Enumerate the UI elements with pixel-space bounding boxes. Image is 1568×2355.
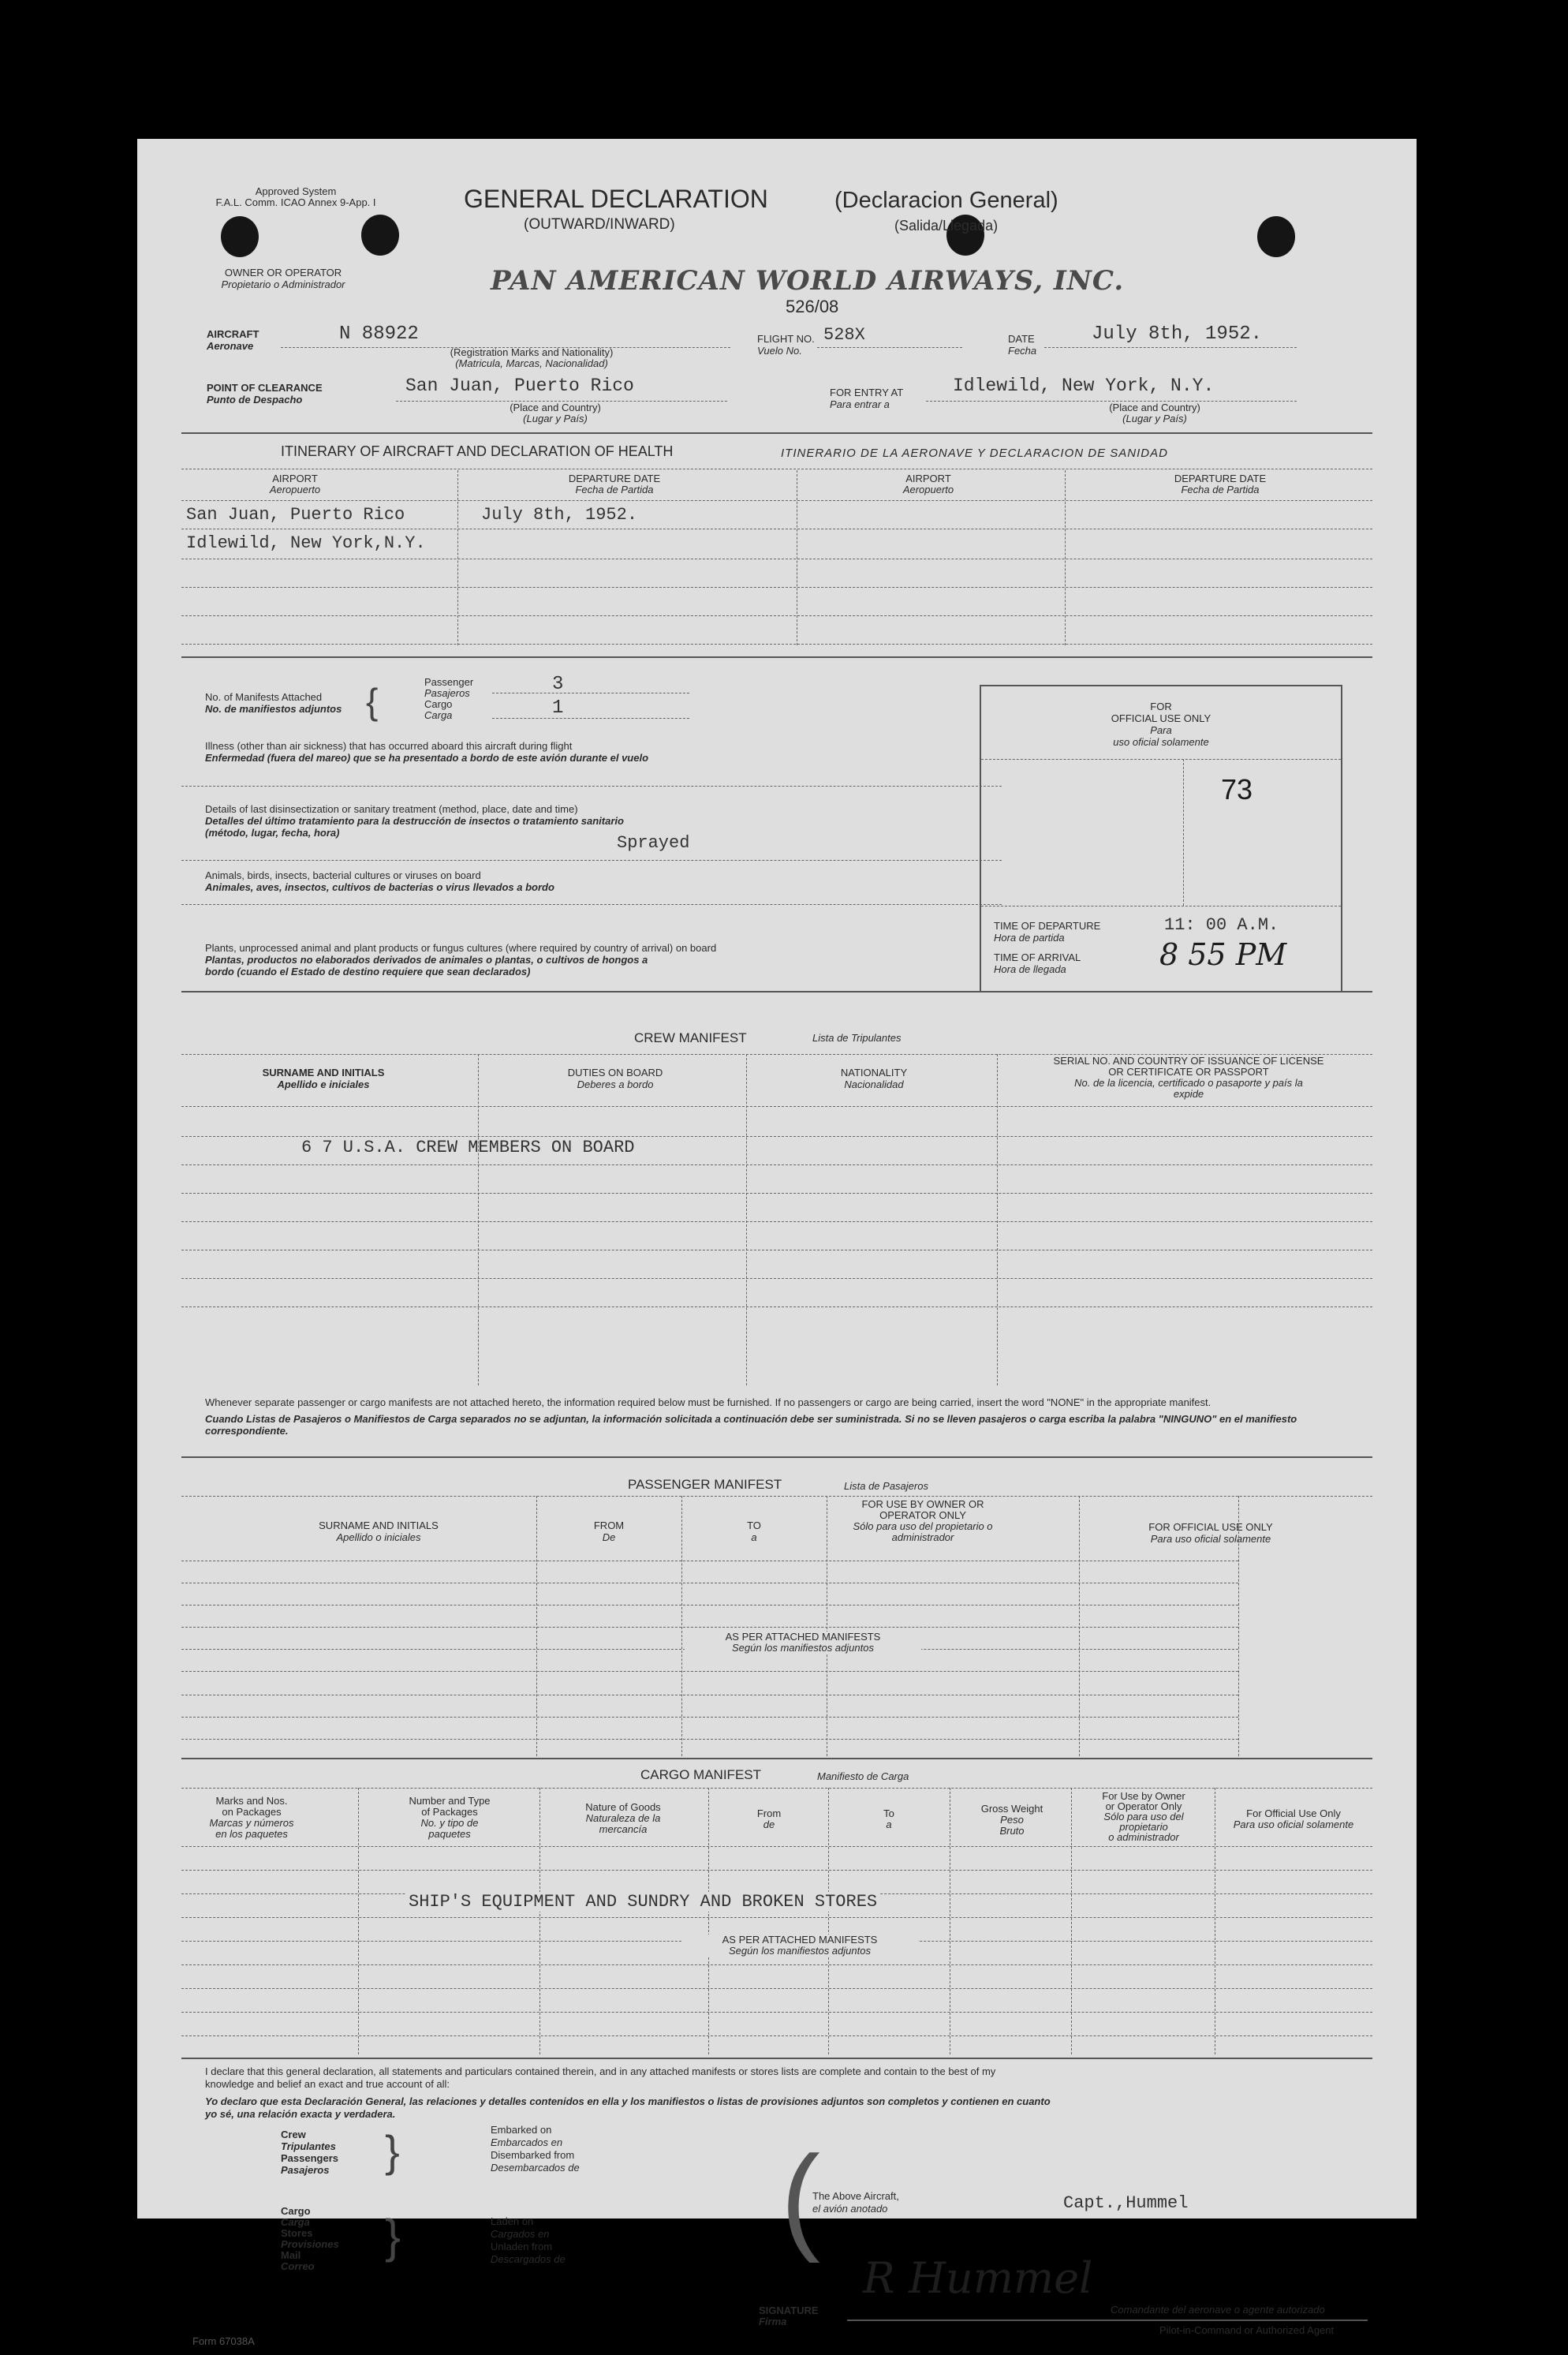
signature-label-en: SIGNATURE bbox=[759, 2305, 819, 2316]
decl-mail-es: Correo bbox=[281, 2260, 315, 2272]
clearance-label bbox=[207, 382, 323, 406]
clearance-place-note-en: (Place and Country) bbox=[510, 402, 601, 413]
cargo-col-weight-e2: Bruto bbox=[999, 1825, 1025, 1837]
crew-passenger-labels bbox=[281, 2129, 338, 2176]
cargo-col-nature-l1: Nature of Goods bbox=[585, 1801, 661, 1813]
passenger-col-owner-en: FOR USE BY OWNER OR OPERATOR ONLY bbox=[861, 1498, 984, 1521]
decl-laden: Laden on bbox=[491, 2215, 534, 2227]
cargo-col-divider bbox=[828, 1788, 829, 2054]
cargo-col-official-l1: For Official Use Only bbox=[1246, 1807, 1341, 1819]
flight-label-en: FLIGHT NO. bbox=[757, 333, 815, 345]
registration-note-es: (Matricula, Marcas, Nacionalidad) bbox=[455, 357, 608, 369]
passenger-top-rule bbox=[181, 1456, 1372, 1458]
crew-col-divider bbox=[746, 1054, 747, 1385]
itinerary-rule bbox=[181, 587, 1372, 588]
crew-entry: 6 7 U.S.A. CREW MEMBERS ON BOARD bbox=[301, 1138, 635, 1157]
clearance-value: San Juan, Puerto Rico bbox=[405, 376, 634, 396]
crew-col-serial-en: SERIAL NO. AND COUNTRY OF ISSUANCE OF LICENSE OR CERTIFICATE OR PASSPORT bbox=[1053, 1055, 1324, 1078]
plants-question bbox=[205, 942, 716, 978]
entry-place-note bbox=[1084, 402, 1226, 424]
itinerary-rule bbox=[181, 644, 1372, 645]
decl-brace-a: } bbox=[385, 2126, 400, 2176]
departure-time-label bbox=[994, 920, 1100, 944]
official-inner-rule bbox=[981, 759, 1341, 760]
passenger-col-official bbox=[1081, 1521, 1341, 1545]
manifest-types bbox=[424, 677, 473, 721]
flight-label bbox=[757, 333, 815, 357]
arrival-label-es: Hora de llegada bbox=[994, 963, 1066, 975]
official-use-box bbox=[980, 685, 1342, 992]
itinerary-col-departure-1 bbox=[461, 473, 768, 495]
declaration-text bbox=[205, 2065, 1051, 2121]
punch-hole-right bbox=[1257, 216, 1295, 257]
decl-disembarked: Disembarked from bbox=[491, 2149, 575, 2161]
plants-en: Plants, unprocessed animal and plant products or fungus cultures (where required by country of arrival) on board bbox=[205, 942, 717, 954]
itin-airport-1-en: AIRPORT bbox=[272, 473, 318, 484]
itinerary-heading-es: ITINERARIO DE LA AERONAVE Y DECLARACION DE SANIDAD bbox=[781, 447, 1168, 460]
plants-es-2: bordo (cuando el Estado de destino requiere que sean declarados) bbox=[205, 966, 531, 978]
clearance-label-es: Punto de Despacho bbox=[207, 394, 303, 406]
crew-col-nationality-en: NATIONALITY bbox=[840, 1067, 908, 1078]
passenger-rule bbox=[181, 1627, 1238, 1628]
crew-top-rule bbox=[181, 991, 1372, 992]
cargo-col-marks bbox=[181, 1796, 322, 1840]
decl-passengers-es: Pasajeros bbox=[281, 2164, 330, 2176]
passenger-col-official-es: Para uso oficial solamente bbox=[1150, 1533, 1271, 1545]
cargo-col-weight-e1: Peso bbox=[1000, 1814, 1024, 1826]
arrival-label-en: TIME OF ARRIVAL bbox=[994, 951, 1081, 963]
itinerary-row-1-airport: San Juan, Puerto Rico bbox=[186, 505, 405, 525]
date-label-es: Fecha bbox=[1008, 345, 1037, 357]
crew-rule bbox=[181, 1164, 1372, 1165]
decl-disembarked-es: Desembarcados de bbox=[491, 2162, 580, 2174]
laden-labels bbox=[491, 2215, 566, 2266]
decl-stores-es: Provisiones bbox=[281, 2238, 339, 2250]
passenger-label-es: Pasajeros bbox=[424, 687, 470, 699]
disinsect-rule bbox=[181, 860, 1002, 861]
decl-brace-b: } bbox=[385, 2210, 401, 2263]
disinsect-es: Detalles del último tratamiento para la destrucción de insectos o tratamiento sanitario bbox=[205, 815, 624, 827]
cargo-rule bbox=[181, 2035, 1372, 2036]
animals-es: Animales, aves, insectos, cultivos de bacterias o virus llevados a bordo bbox=[205, 881, 554, 893]
crew-col-serial-es: No. de la licencia, certificado o pasaporte y país la expide bbox=[1074, 1077, 1303, 1100]
crew-rule bbox=[181, 1193, 1372, 1194]
date-label-en: DATE bbox=[1008, 333, 1035, 345]
whenever-note bbox=[205, 1396, 1365, 1437]
official-label-es: uso oficial solamente bbox=[1113, 736, 1209, 748]
passenger-heading-es: Lista de Pasajeros bbox=[844, 1480, 928, 1492]
manifests-label-en: No. of Manifests Attached bbox=[205, 691, 323, 703]
signature: R Hummel bbox=[863, 2253, 1093, 2303]
decl-crew: Crew bbox=[281, 2129, 306, 2140]
crew-col-duties-es: Deberes a bordo bbox=[577, 1078, 654, 1090]
number-above-flight: 526/08 bbox=[786, 297, 839, 316]
cargo-note-es: Según los manifiestos adjuntos bbox=[729, 1945, 871, 1957]
passenger-header-top bbox=[181, 1496, 1372, 1497]
cargo-label-es: Carga bbox=[424, 709, 453, 721]
declaration-form bbox=[137, 139, 1417, 2347]
approved-line-2: F.A.L. Comm. ICAO Annex 9-App. I bbox=[215, 196, 376, 208]
registration-note bbox=[405, 347, 658, 369]
itinerary-top-rule bbox=[181, 432, 1372, 434]
entry-value: Idlewild, New York, N.Y. bbox=[953, 376, 1215, 396]
arrival-time-label bbox=[994, 951, 1081, 975]
disinsect-question bbox=[205, 803, 624, 839]
decl-unladen-es: Descargados de bbox=[491, 2253, 566, 2265]
itinerary-heading: ITINERARY OF AIRCRAFT AND DECLARATION OF HEALTH bbox=[281, 443, 674, 459]
cargo-rule bbox=[181, 1870, 1372, 1871]
itin-airport-1-es: Aeropuerto bbox=[269, 484, 321, 495]
cargo-col-packages bbox=[360, 1796, 539, 1840]
crew-col-nationality bbox=[749, 1067, 999, 1090]
cargo-rule bbox=[181, 1846, 1372, 1847]
aircraft-label bbox=[207, 328, 259, 352]
flight-line bbox=[817, 347, 962, 348]
clearance-label-en: POINT OF CLEARANCE bbox=[207, 382, 323, 394]
cargo-heading-es: Manifiesto de Carga bbox=[817, 1770, 909, 1782]
itinerary-col-divider bbox=[457, 470, 458, 645]
decl-cargo-es: Carga bbox=[281, 2216, 310, 2228]
punch-hole-left bbox=[221, 216, 259, 257]
cargo-col-divider bbox=[539, 1788, 540, 2054]
cargo-col-to-e1: a bbox=[886, 1819, 892, 1830]
itinerary-row-2-airport: Idlewild, New York,N.Y. bbox=[186, 533, 426, 553]
departure-label-es: Hora de partida bbox=[994, 932, 1065, 944]
cargo-col-owner-l1: For Use by Owner bbox=[1102, 1790, 1185, 1802]
clearance-place-note-es: (Lugar y País) bbox=[523, 413, 588, 424]
passenger-col-to-es: a bbox=[751, 1531, 757, 1543]
declaration-top-rule bbox=[181, 2058, 1372, 2059]
decl-embarked: Embarked on bbox=[491, 2124, 552, 2136]
decl-unladen: Unladen from bbox=[491, 2241, 553, 2252]
commander: Pilot-in-Command or Authorized Agent bbox=[1159, 2324, 1335, 2336]
cargo-rule bbox=[181, 2012, 1372, 2013]
itinerary-col-departure-2 bbox=[1066, 473, 1374, 495]
declaration-es-2: yo sé, una relación exacta y verdadera. bbox=[205, 2108, 396, 2120]
crew-rule bbox=[181, 1106, 1372, 1107]
cargo-col-owner bbox=[1073, 1791, 1215, 1842]
cargo-col-marks-e1: Marcas y números bbox=[209, 1817, 294, 1829]
itinerary-col-airport-1 bbox=[181, 473, 409, 495]
cargo-note-en: AS PER ATTACHED MANIFESTS bbox=[722, 1934, 878, 1946]
decl-laden-es: Cargados en bbox=[491, 2228, 550, 2240]
itin-departure-2-es: Fecha de Partida bbox=[1181, 484, 1260, 495]
illness-question bbox=[205, 740, 648, 764]
manifests-brace: { bbox=[366, 681, 379, 722]
date-line bbox=[1044, 347, 1297, 348]
crew-rule bbox=[181, 1306, 1372, 1307]
embark-labels bbox=[491, 2124, 580, 2174]
itin-airport-2-es: Aeropuerto bbox=[902, 484, 954, 495]
decl-cargo: Cargo bbox=[281, 2205, 311, 2217]
cargo-rule bbox=[181, 1917, 1372, 1918]
passenger-col-to-en: TO bbox=[747, 1520, 761, 1531]
cargo-col-nature-e1: Naturaleza de la bbox=[585, 1812, 661, 1824]
illness-rule bbox=[181, 786, 1002, 787]
crew-rule bbox=[181, 1136, 1372, 1137]
cargo-attached-note bbox=[681, 1934, 918, 1957]
crew-col-duties-en: DUTIES ON BOARD bbox=[567, 1067, 663, 1078]
entry-label bbox=[830, 387, 903, 410]
departure-time-value: 11: 00 A.M. bbox=[1164, 915, 1279, 935]
aircraft-label-en: AIRCRAFT bbox=[207, 328, 259, 340]
passenger-label: Passenger bbox=[424, 676, 474, 688]
cargo-col-owner-e1: Sólo para uso del propietario bbox=[1103, 1811, 1184, 1833]
punch-hole-mid bbox=[361, 215, 399, 256]
owner-label bbox=[208, 267, 358, 290]
crew-col-name-es: Apellido e iniciales bbox=[277, 1078, 370, 1090]
animals-en: Animals, birds, insects, bacterial cultures or viruses on board bbox=[205, 869, 481, 881]
flight-label-es: Vuelo No. bbox=[757, 345, 802, 357]
captain-name: Capt.,Hummel bbox=[1063, 2193, 1189, 2213]
disinsect-value: Sprayed bbox=[617, 833, 690, 853]
decl-passengers: Passengers bbox=[281, 2152, 338, 2164]
date-value: July 8th, 1952. bbox=[1092, 323, 1263, 345]
itinerary-row-1-date: July 8th, 1952. bbox=[481, 505, 638, 525]
cargo-label: Cargo bbox=[424, 698, 453, 710]
signature-label bbox=[759, 2305, 819, 2327]
passenger-count: 3 bbox=[552, 674, 564, 695]
form-number: Form 67038A bbox=[192, 2335, 255, 2347]
cargo-header-top bbox=[181, 1788, 1372, 1789]
passenger-rule bbox=[181, 1671, 1238, 1672]
crew-heading-es: Lista de Tripulantes bbox=[812, 1032, 902, 1044]
crew-col-name-en: SURNAME AND INITIALS bbox=[262, 1067, 385, 1078]
crew-col-nationality-es: Nacionalidad bbox=[844, 1078, 904, 1090]
itin-airport-2-en: AIRPORT bbox=[905, 473, 951, 484]
cargo-col-from bbox=[710, 1808, 828, 1830]
registration-note-en: (Registration Marks and Nationality) bbox=[450, 346, 614, 358]
cargo-col-marks-l1: Marks and Nos. bbox=[215, 1795, 288, 1807]
cargo-col-divider bbox=[1071, 1788, 1072, 2054]
owner-label-es: Propietario o Administrador bbox=[221, 278, 345, 290]
departure-label-en: TIME OF DEPARTURE bbox=[994, 920, 1101, 932]
passenger-col-owner bbox=[828, 1499, 1017, 1543]
cargo-col-official bbox=[1215, 1808, 1372, 1830]
crew-rule bbox=[181, 1278, 1372, 1279]
passenger-col-divider bbox=[1079, 1496, 1080, 1756]
arrival-time-value: 8 55 PM bbox=[1159, 937, 1287, 972]
cargo-col-divider bbox=[358, 1788, 359, 2054]
decl-crew-es: Tripulantes bbox=[281, 2140, 336, 2152]
cargo-col-weight bbox=[953, 1804, 1071, 1837]
clearance-place-note bbox=[484, 402, 626, 424]
decl-stores: Stores bbox=[281, 2227, 313, 2239]
aircraft-value: N 88922 bbox=[339, 323, 419, 345]
entry-label-es: Para entrar a bbox=[830, 398, 890, 410]
illness-en: Illness (other than air sickness) that has occurred aboard this aircraft during flight bbox=[205, 740, 573, 752]
passenger-rule bbox=[181, 1605, 1238, 1606]
entry-label-en: FOR ENTRY AT bbox=[830, 387, 904, 398]
approved-system bbox=[205, 186, 386, 208]
cargo-col-owner-l2: or Operator Only bbox=[1105, 1800, 1182, 1812]
animals-question bbox=[205, 869, 554, 893]
crew-rule bbox=[181, 1221, 1372, 1222]
passenger-col-from-en: FROM bbox=[593, 1520, 625, 1531]
animals-rule bbox=[181, 904, 1002, 905]
cargo-col-packages-e2: paquetes bbox=[428, 1828, 471, 1840]
itin-departure-1-es: Fecha de Partida bbox=[575, 484, 654, 495]
declaration-en-2: knowledge and belief an exact and true account of all: bbox=[205, 2078, 450, 2090]
page-title: GENERAL DECLARATION bbox=[464, 185, 768, 213]
passenger-col-name-en: SURNAME AND INITIALS bbox=[319, 1520, 439, 1531]
cargo-col-from-l1: From bbox=[756, 1807, 782, 1819]
plants-es: Plantas, productos no elaborados derivados de animales o plantas, o cultivos de hongos a bbox=[205, 954, 648, 966]
page-subtitle-es: (Salida/Llegada) bbox=[894, 218, 999, 234]
official-para: Para bbox=[1150, 724, 1172, 736]
declaration-en-1: I declare that this general declaration, all statements and particulars contained therein, and in any attached manifests or stores lists are complete and contain to the best of my bbox=[205, 2065, 996, 2077]
cargo-col-to bbox=[830, 1808, 948, 1830]
passenger-col-to bbox=[681, 1520, 827, 1543]
cargo-line bbox=[492, 718, 689, 719]
passenger-col-from-es: De bbox=[602, 1531, 616, 1543]
passenger-note-es: Según los manifiestos adjuntos bbox=[732, 1642, 874, 1654]
official-number: 73 bbox=[1221, 773, 1253, 806]
owner-label-en: OWNER OR OPERATOR bbox=[224, 267, 342, 278]
cargo-col-packages-e1: No. y tipo de bbox=[420, 1817, 479, 1829]
cargo-col-packages-l1: Number and Type bbox=[409, 1795, 491, 1807]
itinerary-rule bbox=[181, 615, 1372, 616]
page-subtitle: (OUTWARD/INWARD) bbox=[524, 216, 675, 233]
page-title-es: (Declaracion General) bbox=[834, 188, 1058, 213]
itinerary-col-divider bbox=[1065, 470, 1066, 645]
official-label: OFFICIAL USE ONLY bbox=[1111, 712, 1211, 724]
signature-label-es: Firma bbox=[759, 2316, 787, 2327]
passenger-col-divider bbox=[1238, 1496, 1239, 1756]
flight-value: 528X bbox=[823, 325, 865, 345]
cargo-col-marks-l2: on Packages bbox=[222, 1806, 282, 1818]
declaration-es-1: Yo declaro que esta Declaración General, las relaciones y detalles contenidos en ella y los manifiestos o listas de provisiones adjuntos son completos y contienen en cuanto bbox=[205, 2095, 1051, 2107]
cargo-rule bbox=[181, 1988, 1372, 1989]
cargo-col-marks-e2: en los paquetes bbox=[215, 1828, 288, 1840]
passenger-rule bbox=[181, 1717, 1238, 1718]
passenger-attached-note bbox=[685, 1632, 921, 1654]
entry-place-note-es: (Lugar y País) bbox=[1122, 413, 1187, 424]
cargo-col-packages-l2: of Packages bbox=[421, 1806, 478, 1818]
cargo-col-to-l1: To bbox=[883, 1807, 894, 1819]
health-top-rule bbox=[181, 656, 1372, 658]
above-aircraft bbox=[812, 2190, 899, 2215]
date-label bbox=[1008, 333, 1036, 357]
decl-embarked-es: Embarcados en bbox=[491, 2136, 563, 2148]
crew-col-divider bbox=[478, 1054, 479, 1385]
disinsect-es-2: (método, lugar, fecha, hora) bbox=[205, 827, 340, 839]
crew-col-duties bbox=[481, 1067, 749, 1090]
passenger-col-name-es: Apellido o iniciales bbox=[336, 1531, 421, 1543]
whenever-es: Cuando Listas de Pasajeros o Manifiestos de Carga separados no se adjuntan, la información solicitada a continuación debe ser suministrada. Si no se lleven pasajeros o carga escriba la palabra "NINGUNO" en el manifiesto correspondiente. bbox=[205, 1413, 1297, 1437]
passenger-col-divider bbox=[536, 1496, 537, 1756]
signature-line bbox=[847, 2319, 1368, 2321]
commander-es: Comandante del aeronave o agente autorizado bbox=[1111, 2304, 1325, 2316]
cargo-col-owner-e2: o administrador bbox=[1108, 1831, 1179, 1843]
passenger-rule bbox=[181, 1739, 1238, 1740]
itin-departure-1-en: DEPARTURE DATE bbox=[568, 473, 661, 484]
manifests-label bbox=[205, 691, 342, 715]
whenever-en: Whenever separate passenger or cargo manifests are not attached hereto, the information required below must be furnished. If no passengers or cargo are being carried, insert the word "NONE" in the appropriate manifest. bbox=[205, 1396, 1211, 1408]
above-aircraft-es: el avión anotado bbox=[812, 2203, 888, 2215]
passenger-col-name bbox=[181, 1520, 576, 1543]
disinsect-en: Details of last disinsectization or sanitary treatment (method, place, date and time) bbox=[205, 803, 578, 815]
cargo-col-official-e1: Para uso oficial solamente bbox=[1233, 1819, 1354, 1830]
aircraft-label-es: Aeronave bbox=[207, 340, 254, 352]
itin-departure-2-en: DEPARTURE DATE bbox=[1174, 473, 1267, 484]
cargo-col-divider bbox=[708, 1788, 709, 2054]
cargo-heading: CARGO MANIFEST bbox=[640, 1767, 762, 1782]
official-use-header bbox=[981, 701, 1341, 748]
owner-value: PAN AMERICAN WORLD AIRWAYS, INC. bbox=[491, 265, 1125, 297]
passenger-heading: PASSENGER MANIFEST bbox=[628, 1477, 782, 1492]
official-for: FOR bbox=[1150, 701, 1172, 712]
cargo-col-from-e1: de bbox=[763, 1819, 775, 1830]
itinerary-col-airport-2 bbox=[798, 473, 1058, 495]
decl-mail: Mail bbox=[281, 2249, 301, 2261]
crew-heading: CREW MANIFEST bbox=[634, 1030, 747, 1045]
approved-line-1: Approved System bbox=[255, 185, 337, 197]
cargo-col-weight-l1: Gross Weight bbox=[980, 1803, 1043, 1815]
itinerary-rule bbox=[181, 500, 1372, 501]
crew-col-name bbox=[181, 1067, 465, 1090]
passenger-col-official-en: FOR OFFICIAL USE ONLY bbox=[1148, 1521, 1273, 1533]
cargo-top-rule bbox=[181, 1758, 1372, 1759]
cargo-rule bbox=[181, 1964, 1372, 1965]
crew-col-divider bbox=[997, 1054, 998, 1385]
crew-col-serial bbox=[1005, 1056, 1372, 1100]
entry-place-note-en: (Place and Country) bbox=[1109, 402, 1200, 413]
cargo-col-nature bbox=[539, 1802, 707, 1835]
above-aircraft-en: The Above Aircraft, bbox=[812, 2190, 899, 2202]
cargo-stores-labels bbox=[281, 2206, 339, 2272]
manifests-label-es: No. de manifiestos adjuntos bbox=[205, 703, 342, 715]
decl-vertical-brace: ( bbox=[781, 2131, 820, 2263]
cargo-count: 1 bbox=[552, 697, 564, 719]
illness-es: Enfermedad (fuera del mareo) que se ha presentado a bordo de este avión durante el vuelo bbox=[205, 752, 649, 764]
cargo-col-nature-e2: mercancía bbox=[599, 1823, 648, 1835]
passenger-col-divider bbox=[681, 1496, 682, 1756]
passenger-col-owner-es: Sólo para uso del propietario o administrador bbox=[853, 1520, 993, 1543]
official-inner-divider bbox=[1183, 759, 1184, 906]
passenger-note-en: AS PER ATTACHED MANIFESTS bbox=[725, 1631, 881, 1643]
cargo-entry: SHIP'S EQUIPMENT AND SUNDRY AND BROKEN STORES bbox=[405, 1892, 880, 1912]
passenger-col-from bbox=[536, 1520, 681, 1543]
